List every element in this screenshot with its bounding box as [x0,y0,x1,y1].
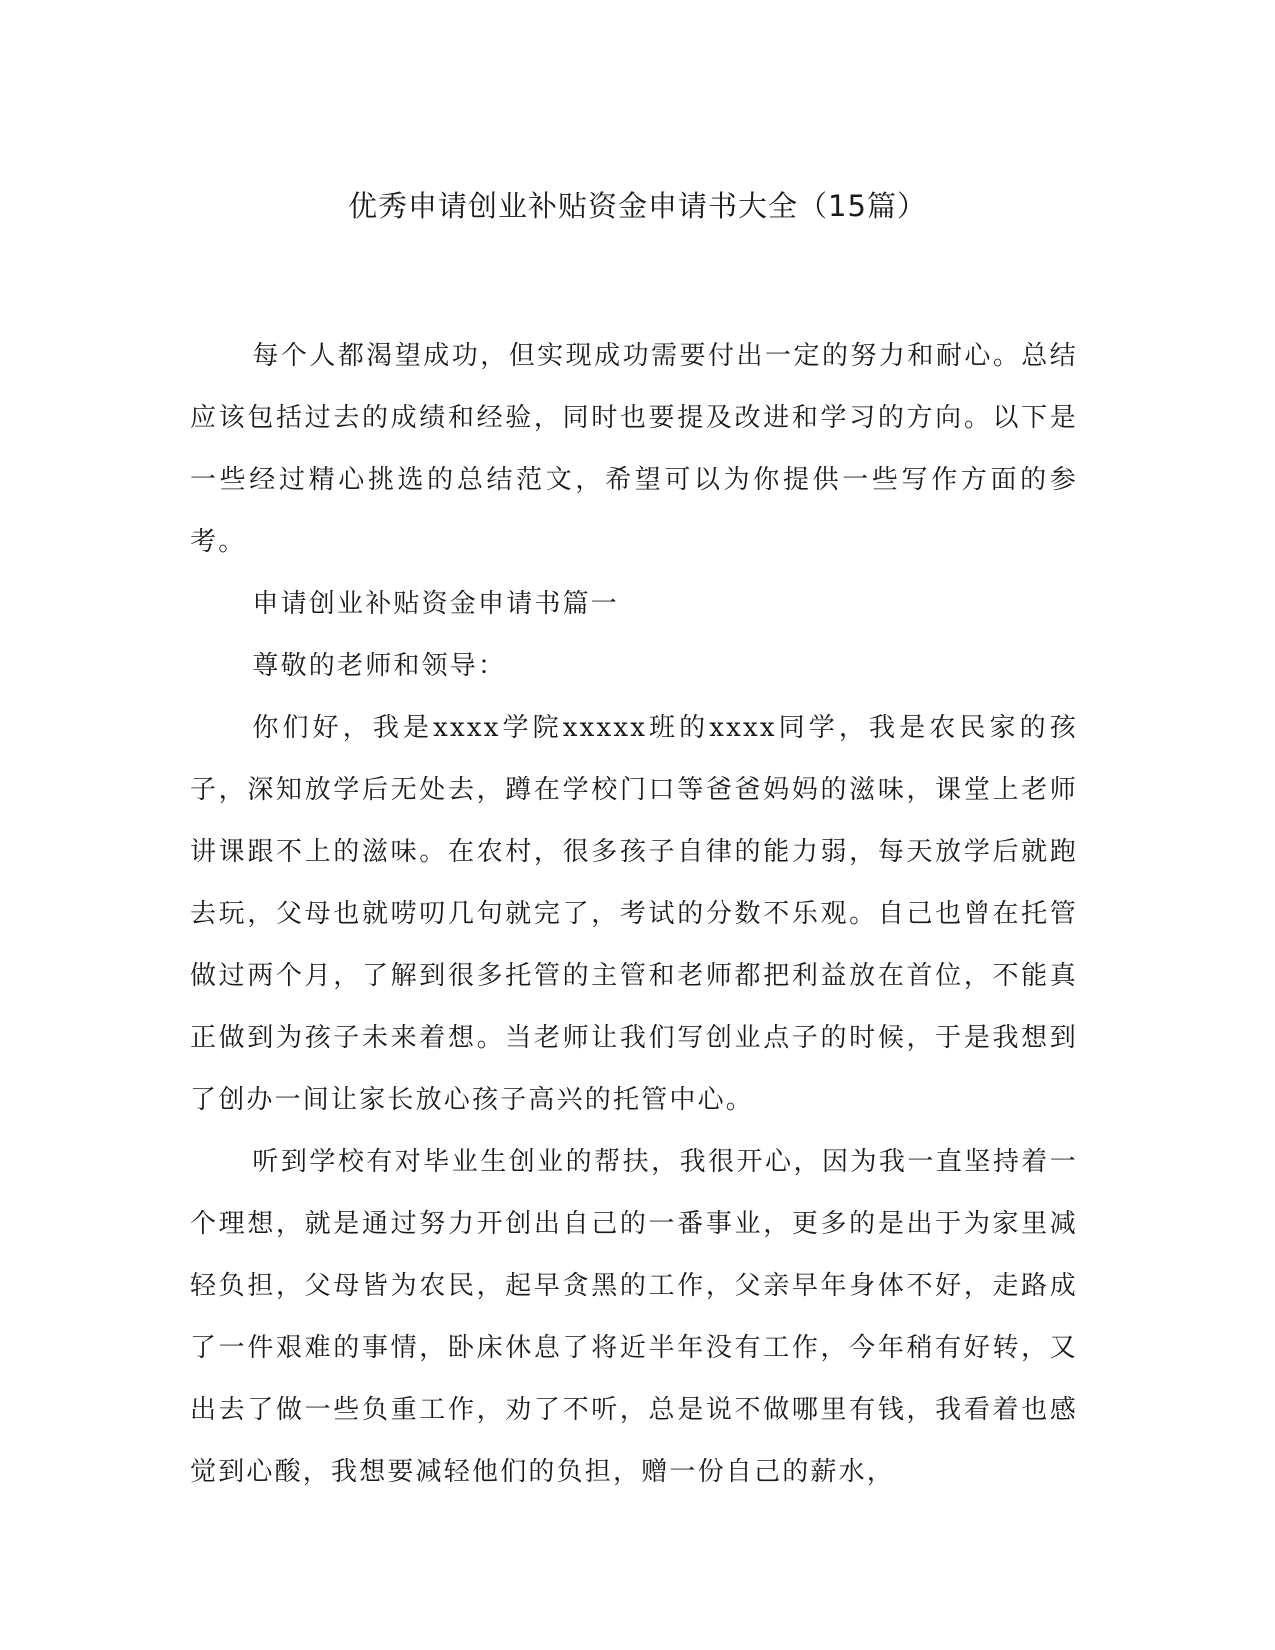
document-title: 优秀申请创业补贴资金申请书大全（15篇） [348,189,927,223]
section-heading: 申请创业补贴资金申请书篇一 [252,589,619,619]
body-paragraph-2: 听到学校有对毕业生创业的帮扶，我很开心，因为我一直坚持着一个理想，就是通过努力开创出自己的一番事业，更多的是出于为家里减轻负担，父母皆为农民，起早贪黑的工作，父亲早年身体不好，走路成了一件艰难的事情，卧床休息了将近半年没有工作，今年稍有好转，又出去了做一些负重工作，劝了不听，总是说不做哪里有钱，我看着也感觉到心酸，我想要减轻他们的负担，赠一份自己的薪水， [190,1147,1078,1487]
intro-paragraph: 每个人都渴望成功，但实现成功需要付出一定的努力和耐心。总结应该包括过去的成绩和经验，同时也要提及改进和学习的方向。以下是一些经过精心挑选的总结范文，希望可以为你提供一些写作方面的参考。 [190,341,1078,557]
salutation: 尊敬的老师和领导： [252,651,507,681]
document-body [190,325,1078,1503]
body-paragraph-1: 你们好，我是xxxx学院xxxxx班的xxxx同学，我是农民家的孩子，深知放学后无处去，蹲在学校门口等爸爸妈妈的滋味，课堂上老师讲课跟不上的滋味。在农村，很多孩子自律的能力弱，每天放学后就跑去玩，父母也就唠叨几句就完了，考试的分数不乐观。自己也曾在托管做过两个月，了解到很多托管的主管和老师都把利益放在首位，不能真正做到为孩子未来着想。当老师让我们写创业点子的时候，于是我想到了创办一间让家长放心孩子高兴的托管中心。 [190,713,1078,1115]
